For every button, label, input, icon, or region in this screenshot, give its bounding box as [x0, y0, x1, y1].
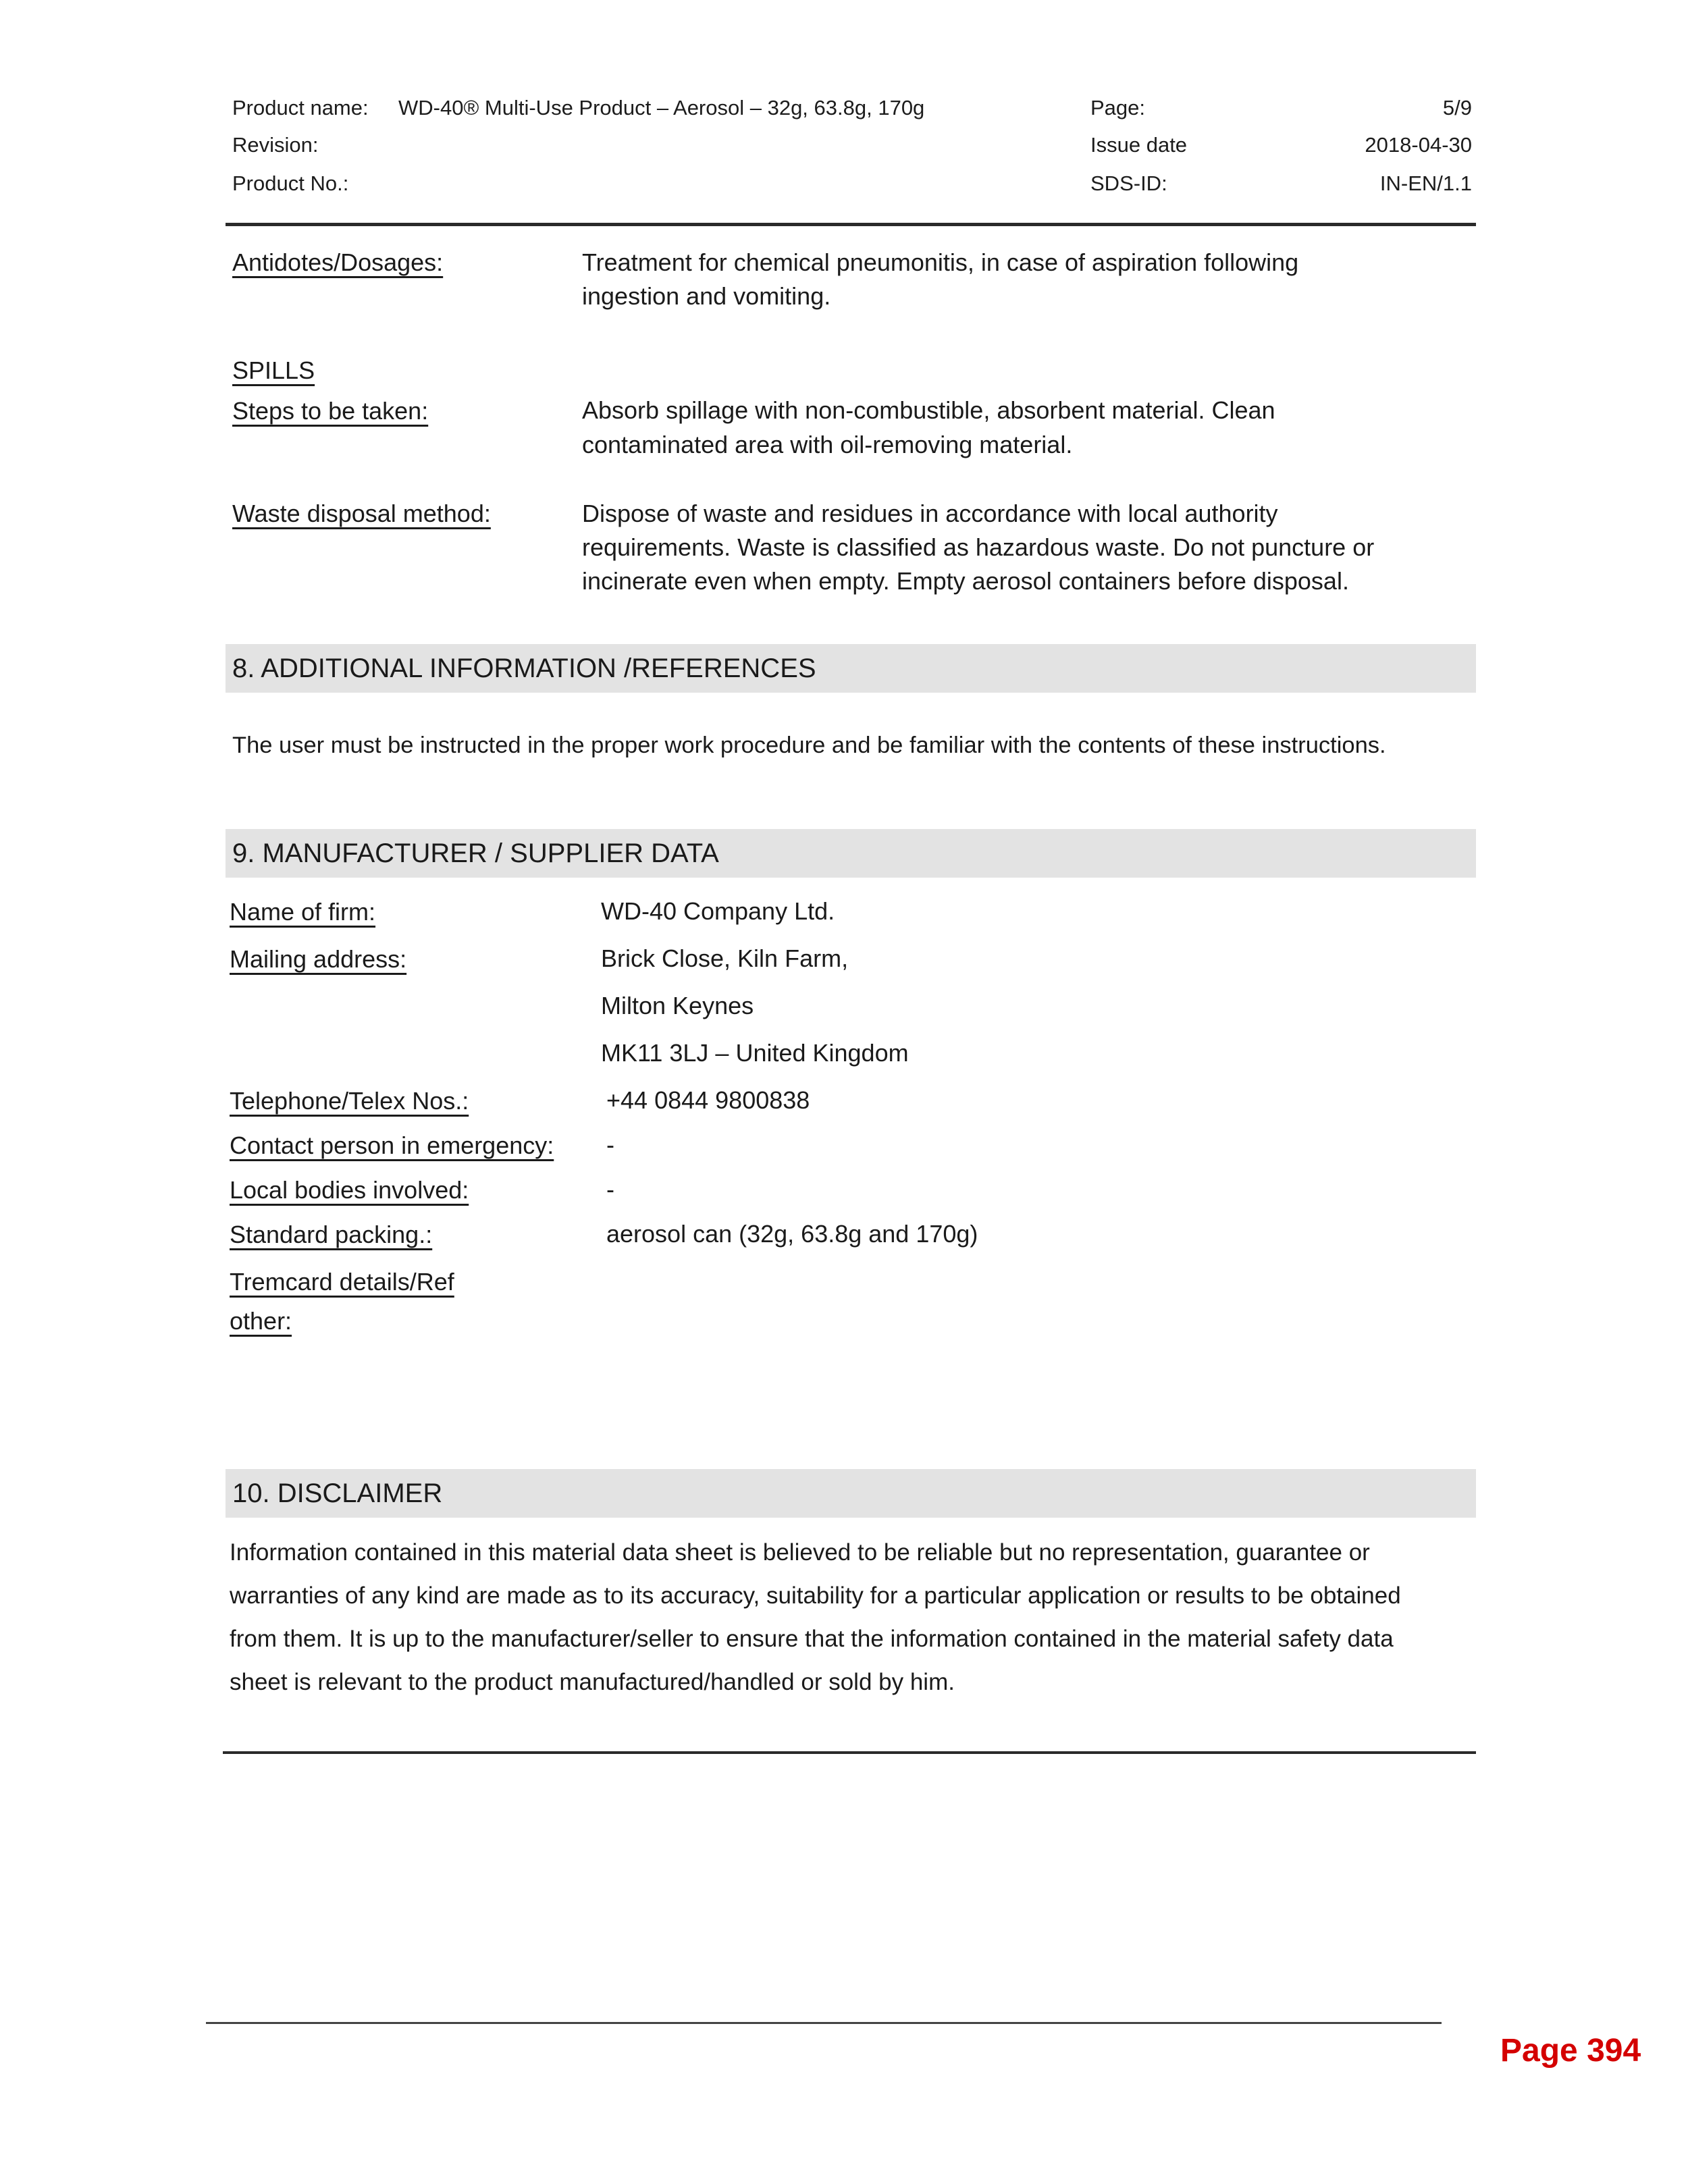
- section-10-title: 10. DISCLAIMER: [232, 1479, 443, 1508]
- tremcard-label-line-2: other:: [230, 1307, 292, 1335]
- packing-value: aerosol can (32g, 63.8g and 170g): [606, 1220, 978, 1248]
- steps-line-2: contaminated area with oil-removing material.: [582, 431, 1073, 458]
- local-bodies-label: Local bodies involved:: [230, 1176, 469, 1204]
- issue-date-value: 2018-04-30: [1365, 133, 1472, 157]
- section-8-title: 8. ADDITIONAL INFORMATION /REFERENCES: [232, 654, 816, 683]
- page-stamp: Page 394: [1500, 2033, 1641, 2069]
- antidotes-label: Antidotes/Dosages:: [232, 248, 444, 276]
- address-line-2: Milton Keynes: [601, 992, 754, 1019]
- disclaimer-line-1: Information contained in this material data sheet is believed to be reliable but no representation, guarantee or: [230, 1539, 1370, 1566]
- disclaimer-divider: [223, 1751, 1476, 1754]
- address-line-3: MK11 3LJ – United Kingdom: [601, 1039, 909, 1067]
- issue-date-label: Issue date: [1090, 133, 1188, 157]
- telephone-value: +44 0844 9800838: [606, 1086, 810, 1114]
- product-name-value: WD-40® Multi-Use Product – Aerosol – 32g, 63.8g, 170g: [398, 96, 925, 119]
- page-label: Page:: [1090, 96, 1146, 119]
- steps-line-1: Absorb spillage with non-combustible, absorbent material. Clean: [582, 396, 1275, 424]
- telephone-label: Telephone/Telex Nos.:: [230, 1087, 469, 1115]
- contact-value: -: [606, 1131, 614, 1158]
- page-value: 5/9: [1442, 96, 1472, 119]
- mailing-label: Mailing address:: [230, 945, 407, 973]
- waste-line-1: Dispose of waste and residues in accordance with local authority: [582, 500, 1278, 527]
- section-8-text: The user must be instructed in the proper work procedure and be familiar with the contents of these instructions.: [232, 733, 1386, 758]
- steps-label: Steps to be taken:: [232, 397, 429, 425]
- tremcard-label-line-1: Tremcard details/Ref: [230, 1268, 454, 1296]
- disclaimer-line-2: warranties of any kind are made as to its accuracy, suitability for a particular application or results to be obtained: [230, 1582, 1401, 1609]
- footer-divider: [206, 2022, 1442, 2024]
- address-line-1: Brick Close, Kiln Farm,: [601, 944, 849, 972]
- contact-label: Contact person in emergency:: [230, 1131, 554, 1159]
- packing-label: Standard packing.:: [230, 1221, 433, 1248]
- header-divider: [226, 223, 1476, 226]
- section-10-bar: [226, 1469, 1476, 1518]
- waste-line-2: requirements. Waste is classified as hazardous waste. Do not puncture or: [582, 533, 1375, 561]
- section-9-bar: [226, 829, 1476, 878]
- local-bodies-value: -: [606, 1175, 614, 1203]
- product-name-label: Product name:: [232, 96, 369, 119]
- section-8-bar: [226, 644, 1476, 693]
- firm-value: WD-40 Company Ltd.: [601, 897, 835, 925]
- product-no-label: Product No.:: [232, 171, 349, 195]
- firm-label: Name of firm:: [230, 898, 376, 926]
- spills-heading: SPILLS: [232, 356, 315, 384]
- revision-label: Revision:: [232, 133, 319, 157]
- waste-line-3: incinerate even when empty. Empty aerosol containers before disposal.: [582, 567, 1349, 595]
- sds-id-value: IN-EN/1.1: [1379, 171, 1472, 195]
- sds-id-label: SDS-ID:: [1090, 171, 1167, 195]
- waste-label: Waste disposal method:: [232, 500, 491, 527]
- antidotes-line-2: ingestion and vomiting.: [582, 282, 831, 310]
- disclaimer-line-3: from them. It is up to the manufacturer/seller to ensure that the information contained in the material safety data: [230, 1626, 1394, 1652]
- antidotes-line-1: Treatment for chemical pneumonitis, in case of aspiration following: [582, 248, 1299, 276]
- section-9-title: 9. MANUFACTURER / SUPPLIER DATA: [232, 838, 719, 868]
- disclaimer-line-4: sheet is relevant to the product manufactured/handled or sold by him.: [230, 1669, 955, 1695]
